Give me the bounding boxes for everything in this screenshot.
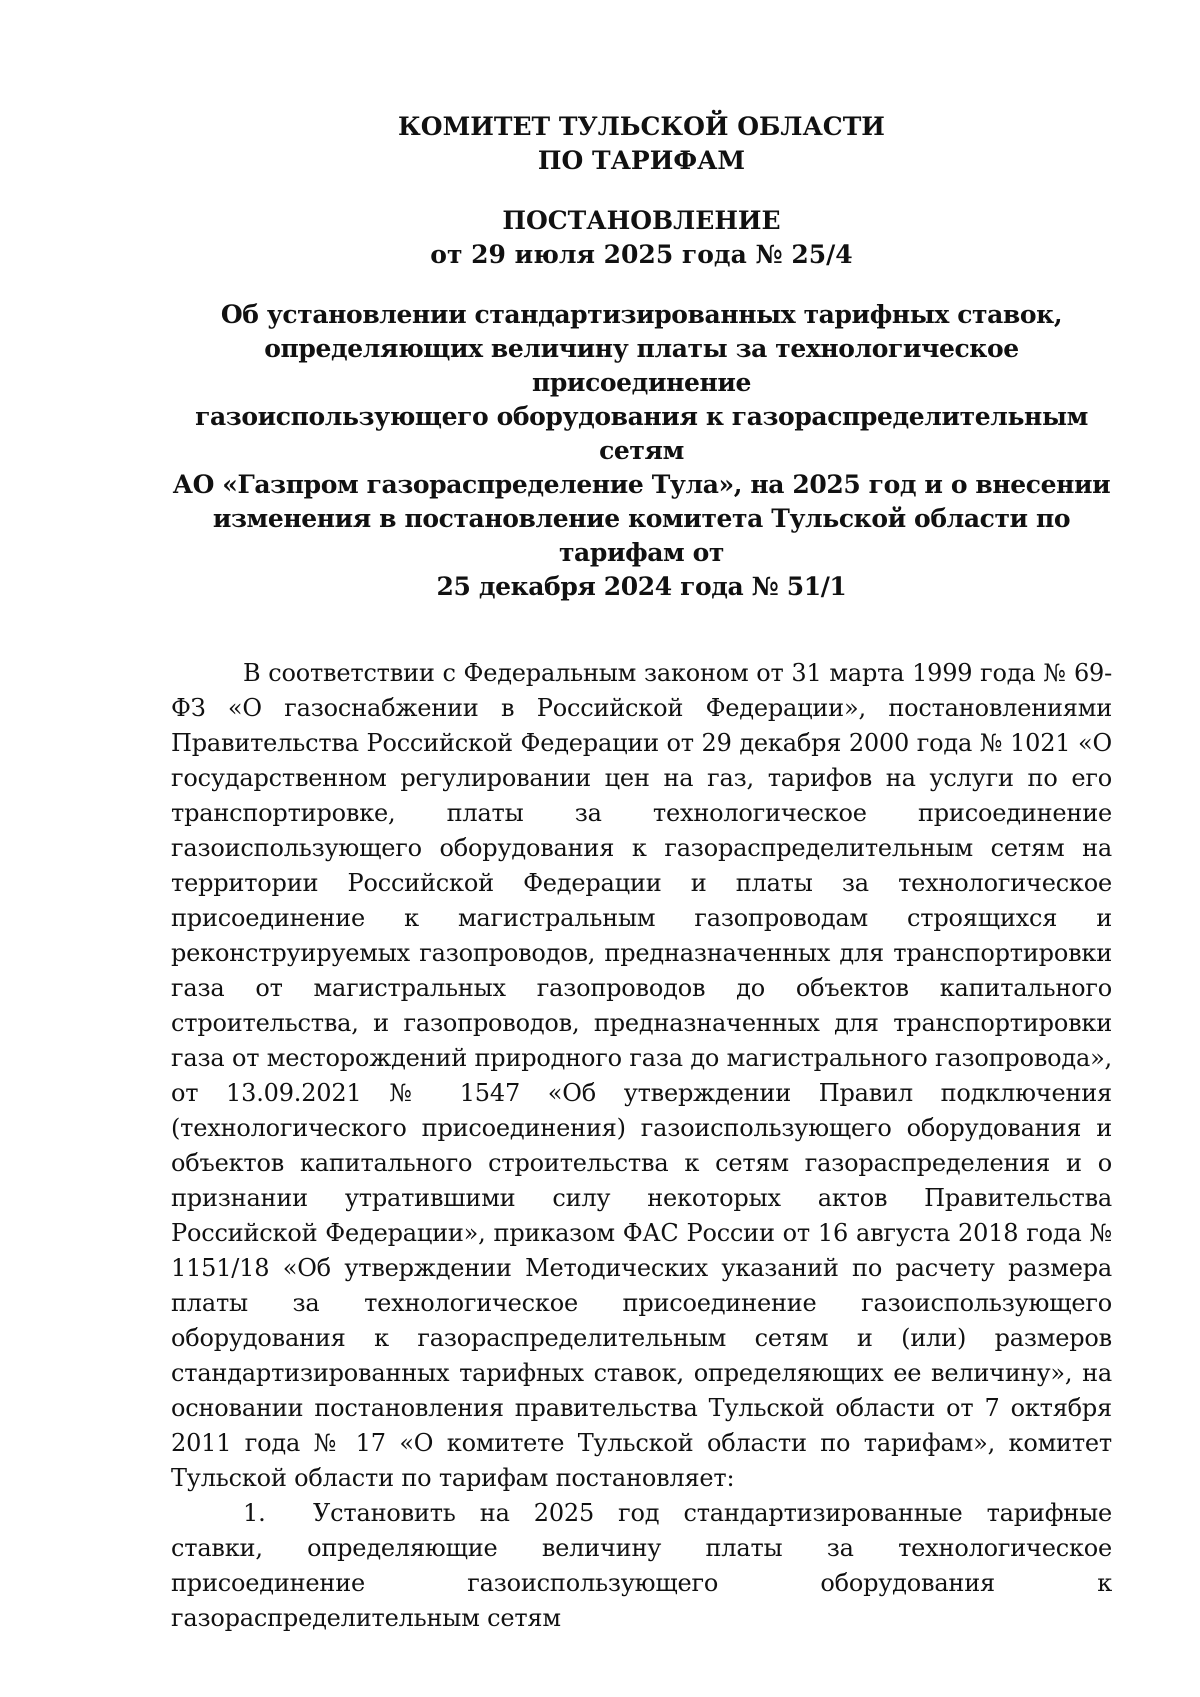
clause-1-number: 1. bbox=[243, 1499, 266, 1527]
document-date-number: от 29 июля 2025 года № 25/4 bbox=[430, 240, 853, 269]
organization-heading bbox=[171, 110, 1112, 178]
title-line: АО «Газпром газораспределение Тула», на 2025 год и о внесении bbox=[172, 470, 1111, 499]
document-title bbox=[171, 298, 1112, 604]
organization-name-line-2: ПО ТАРИФАМ bbox=[537, 146, 746, 175]
document-page bbox=[171, 110, 1112, 1636]
document-type: ПОСТАНОВЛЕНИЕ bbox=[502, 206, 781, 235]
title-line: Об установлении стандартизированных тарифных ставок, bbox=[220, 300, 1063, 329]
title-line: 25 декабря 2024 года № 51/1 bbox=[436, 572, 847, 601]
title-line: изменения в постановление комитета Тульской области по тарифам от bbox=[212, 504, 1071, 567]
title-line: определяющих величину платы за технологическое присоединение bbox=[264, 334, 1019, 397]
organization-name-line-1: КОМИТЕТ ТУЛЬСКОЙ ОБЛАСТИ bbox=[398, 112, 885, 141]
document-type-heading bbox=[171, 204, 1112, 272]
document-body bbox=[171, 656, 1112, 1636]
clause-1-text: Установить на 2025 год стандартизированные тарифные ставки, определяющие величину платы за технологическое присоединение газоиспользующего оборудования к газораспределительным сетям bbox=[171, 1499, 1112, 1632]
title-line: газоиспользующего оборудования к газораспределительным сетям bbox=[195, 402, 1088, 465]
clause-1 bbox=[171, 1496, 1112, 1636]
preamble-paragraph: В соответствии с Федеральным законом от 31 марта 1999 года № 69-ФЗ «О газоснабжении в Российской Федерации», постановлениями Правительства Российской Федерации от 29 декабря 2000 года № 1021 «О государственном регулировании цен на газ, тарифов на услуги по его транспортировке, платы за технологическое присоединение газоиспользующего оборудования к газораспределительным сетям на территории Российской Федерации и платы за технологическое присоединение к магистральным газопроводам строящихся и реконструируемых газопроводов, предназначенных для транспортировки газа от магистральных газопроводов до объектов капитального строительства, и газопроводов, предназначенных для транспортировки газа от месторождений природного газа до магистрального газопровода», от 13.09.2021 № 1547 «Об утверждении Правил подключения (технологического присоединения) газоиспользующего оборудования и объектов капитального строительства к сетям газораспределения и о признании утратившими силу некоторых актов Правительства Российской Федерации», приказом ФАС России от 16 августа 2018 года № 1151/18 «Об утверждении Методических указаний по расчету размера платы за технологическое присоединение газоиспользующего оборудования к газораспределительным сетям и (или) размеров стандартизированных тарифных ставок, определяющих ее величину», на основании постановления правительства Тульской области от 7 октября 2011 года № 17 «О комитете Тульской области по тарифам», комитет Тульской области по тарифам постановляет: bbox=[171, 659, 1112, 1492]
